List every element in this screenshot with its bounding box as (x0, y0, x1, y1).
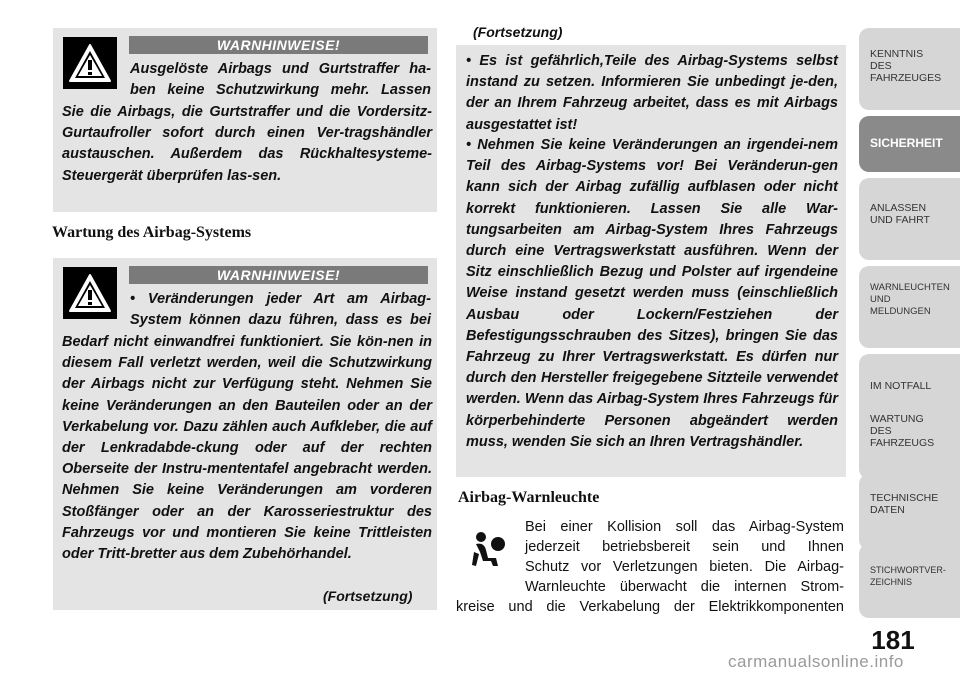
section-heading-airbag-warning-light: Airbag-Warnleuchte (458, 489, 600, 506)
continued-label-right: (Fortsetzung) (473, 24, 563, 40)
section-heading-airbag-maintenance: Wartung des Airbag-Systems (52, 224, 252, 241)
tab-anlassen-und-fahrt[interactable] (859, 178, 960, 260)
warning-line: Ausgelöste Airbags und Gurtstraffer ha- (130, 61, 431, 77)
warning-line: • Veränderungen jeder Art am Airbag- (130, 291, 431, 307)
airbag-text-block (525, 517, 844, 597)
airbag-text-line: jederzeit betriebsbereit sein und Ihnen (525, 539, 844, 555)
tab-label: TECHNISCHE DATEN (870, 492, 939, 516)
airbag-warning-icon (470, 530, 510, 570)
warning-box-1 (53, 28, 437, 212)
watermark: carmanualsonline.info (728, 652, 904, 671)
tab-label: ANLASSEN UND FAHRT (870, 202, 930, 226)
warning-triangle-icon (63, 37, 117, 89)
warning-bullet-1: • Es ist gefährlich,Teile des Airbag-Systems selbst instand zu setzen. Informieren Sie unbedingt je-den, der an Ihrem Fahrzeug arbeitet, dass es mit Airbags ausgestattet ist! (466, 53, 838, 133)
tab-wartung-des-fahrzeugs[interactable] (859, 395, 960, 479)
warning-text-1-first (130, 59, 431, 101)
warning-text-1-rest: Sie die Airbags, die Gurtstraffer und die Vordersitz-Gurtaufroller sofort durch einen Ver-tragshändler austauschen. Außerdem das Rückhaltesysteme-Steuergerät überprüfen las-sen. (62, 104, 432, 184)
tab-label: WARNLEUCHTEN UND MELDUNGEN (870, 282, 950, 317)
warning-triangle-icon (63, 267, 117, 319)
warning-text-2-rest: Bedarf nicht einwandfrei funktioniert. Sie kön-nen in diesem Fall verletzt werden, weil die Schutzwirkung der Airbags nicht zur Verfügung steht. Nehmen Sie keine Veränderungen an den Bauteilen oder an der Verkabelung vor. Dazu zählen auch Aufkleber, die auf der Lenkradabde-ckung oder auf der rechten Oberseite der Instru-mententafel angebracht werden. Nehmen Sie keine Veränderungen am vorderen Stoßfänger oder an der Karosseriestruktur des Fahrzeugs vor und montieren Sie keine Trittleisten oder Tritt-bretter aus dem Zubehörhandel. (62, 334, 432, 563)
tab-label: STICHWORTVER- ZEICHNIS (870, 565, 946, 587)
airbag-text-line: Schutz vor Verletzungen bieten. Die Airbag- (525, 559, 844, 575)
tab-label: KENNTNIS DES FAHRZEUGES (870, 48, 942, 84)
tab-label: IM NOTFALL (870, 380, 932, 392)
warning-bullet-2: • Nehmen Sie keine Veränderungen an irgendei-nem Teil des Airbag-Systems vor! Bei Veränderun-gen kann sich der Airbag zufällig aufblasen oder nicht korrekt funktionieren. Lassen Sie alle War-tungsarbeiten am Airbag-System Ihres Fahrzeugs durch eine Vertragswerkstatt ausführen. Wenn der Sitz einschließlich Bezug und Polster auf irgendeine Weise instand gesetzt werden muss (einschließlich Ausbau oder Lockern/Festziehen der Befestigungsschrauben des Sitzes), bringen Sie das Fahrzeug zu Ihrer Vertragswerkstatt. Es dürfen nur durch den Hersteller freigegebene Sitzteile verwendet werden. Wenn das Airbag-System Ihres Fahrzeugs für körperbehinderte Personen abgeändert werden muss, wenden Sie sich an Ihren Vertragshändler. (466, 137, 838, 450)
warning-box-3 (456, 45, 846, 477)
tab-label: SICHERHEIT (870, 136, 943, 150)
tab-technische-daten[interactable] (859, 474, 960, 550)
airbag-text-line: Bei einer Kollision soll das Airbag-System (525, 519, 844, 535)
warning-line: System können dazu führen, dass es bei (130, 312, 431, 329)
warning-box-2 (53, 258, 437, 610)
continued-label-left: (Fortsetzung) (323, 588, 413, 604)
airbag-text-last-line: kreise und die Verkabelung der Elektrikkomponenten (456, 599, 844, 615)
tab-label: WARTUNG DES FAHRZEUGS (870, 413, 935, 449)
warning-line: ben keine Schutzwirkung mehr. Lassen (130, 82, 431, 99)
warning-text-2-first (130, 289, 431, 331)
airbag-text-line: Warnleuchte überwacht die internen Strom- (525, 579, 844, 595)
warning-header-2: WARNHINWEISE! (129, 266, 428, 284)
page-number: 181 (871, 625, 915, 655)
tab-sicherheit[interactable] (859, 116, 960, 172)
tab-warnleuchten-und-meldungen[interactable] (859, 266, 960, 348)
tab-stichwortverzeichnis[interactable] (859, 544, 960, 618)
warning-header-1: WARNHINWEISE! (129, 36, 428, 54)
tab-kenntnis-des-fahrzeuges[interactable] (859, 28, 960, 110)
